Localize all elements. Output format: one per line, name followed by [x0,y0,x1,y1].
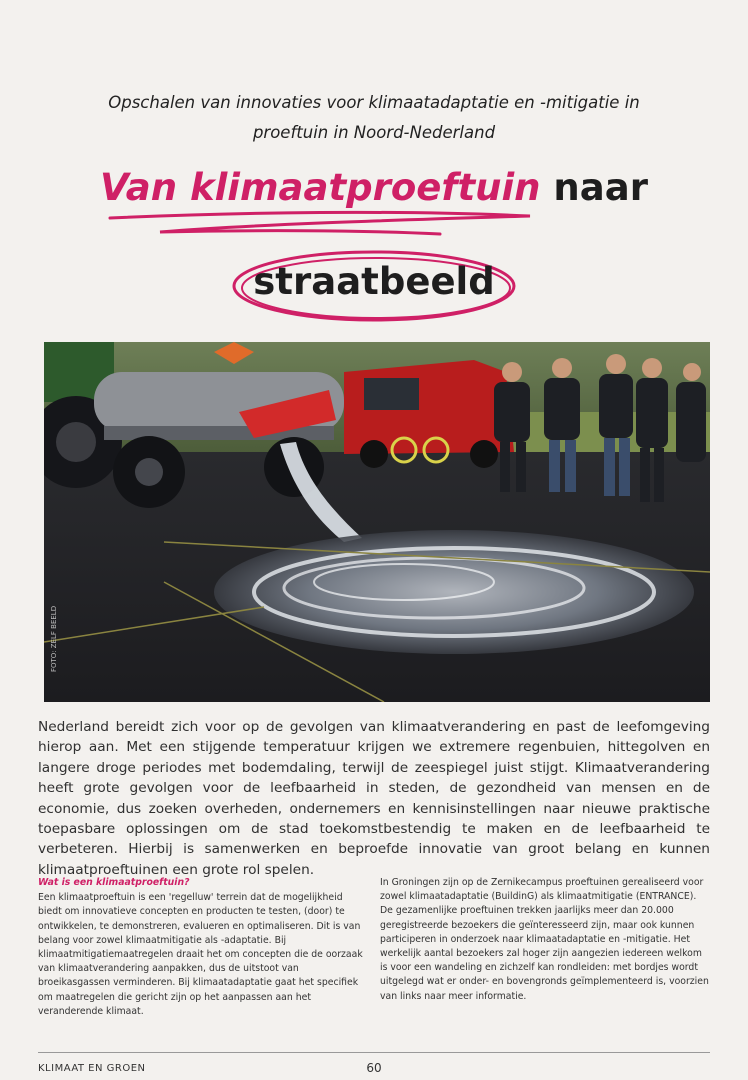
intro-paragraph: Nederland bereidt zich voor op de gevolgen van klimaatverandering en past de leefomgeving hierop aan. Met een stijgende temperatuur krijgen we extremere regenbuien, hittegolven en langere droge periodes met bodemdaling, terwijl de zeespiegel juist stijgt. Klimaatverandering heeft grote gevolgen voor de leefbaarheid in steden, de gezondheid van mensen en de economie, dus zoeken overheden, ondernemers en kennisinstellingen naar nieuwe praktische toepasbare oplossingen om de stad toekomstbestendig te maken en de leefbaarheid te verbeteren. Hierbij is samenwerken en beproefde innovatie van groot belang en kunnen klimaatproeftuinen een grote rol spelen. [38,719,710,878]
photo-illustration [44,342,710,702]
subtitle-line-1: Opschalen van innovaties voor klimaatadaptatie en -mitigatie in [108,93,640,112]
article-title [0,165,748,211]
title-dark-part: naar [553,166,648,209]
column-right-text: In Groningen zijn op de Zernikecampus proeftuinen gerealiseerd voor zowel klimaatadaptatie (BuildinG) als klimaatmitigatie (ENTRANCE). De gezamenlijke proeftuinen trekken jaarlijks meer dan 20.000 geregistreerde bezoekers die geïnteresseerd zijn, maar ook kunnen participeren in onderzoek naar klimaatadaptatie en -mitigatie. Het werkelijk aantal bezoekers zal hoger zijn aangezien iedereen welkom is voor een wandeling en zichzelf kan rondleiden: met bordjes wordt uitgelegd wat er onder- en bovengronds geïmplementeerd is, voorzien van links naar meer informatie. [380,877,709,1002]
circled-word [224,244,524,330]
article-photo [44,342,710,702]
photo-credit: FOTO: ZELF BEELD [50,605,58,672]
title-circled-word: straatbeeld [253,260,495,303]
article-subtitle [60,88,688,148]
column-heading: Wat is een klimaatproeftuin? [38,877,190,888]
column-right [380,876,710,1004]
page-number: 60 [366,1061,382,1075]
column-left-text: Een klimaatproeftuin is een 'regelluw' terrein dat de mogelijkheid biedt om innovatieve concepten en producten te testen, (door) te ontwikkelen, te demonstreren, evalueren en optimaliseren. Dit is van belang voor zowel klimaatmitigatie als -adaptatie. Bij klimaatmitigatiemaatregelen draait het om concepten die de oorzaak van klimaatverandering aanpakken, dus de uitstoot van broeikasgassen verminderen. Bij klimaatadaptatie gaat het specifiek om maatregelen die gericht zijn op het aanpassen aan het veranderende klimaat. [38,892,363,1017]
column-left [38,876,368,1019]
title-pink-part: Van klimaatproeftuin [100,166,541,209]
footer-divider [38,1052,710,1053]
subtitle-line-2: proeftuin in Noord-Nederland [252,123,496,142]
footer-section-label: KLIMAAT EN GROEN [38,1063,146,1074]
title-underline-scribble [100,208,540,242]
